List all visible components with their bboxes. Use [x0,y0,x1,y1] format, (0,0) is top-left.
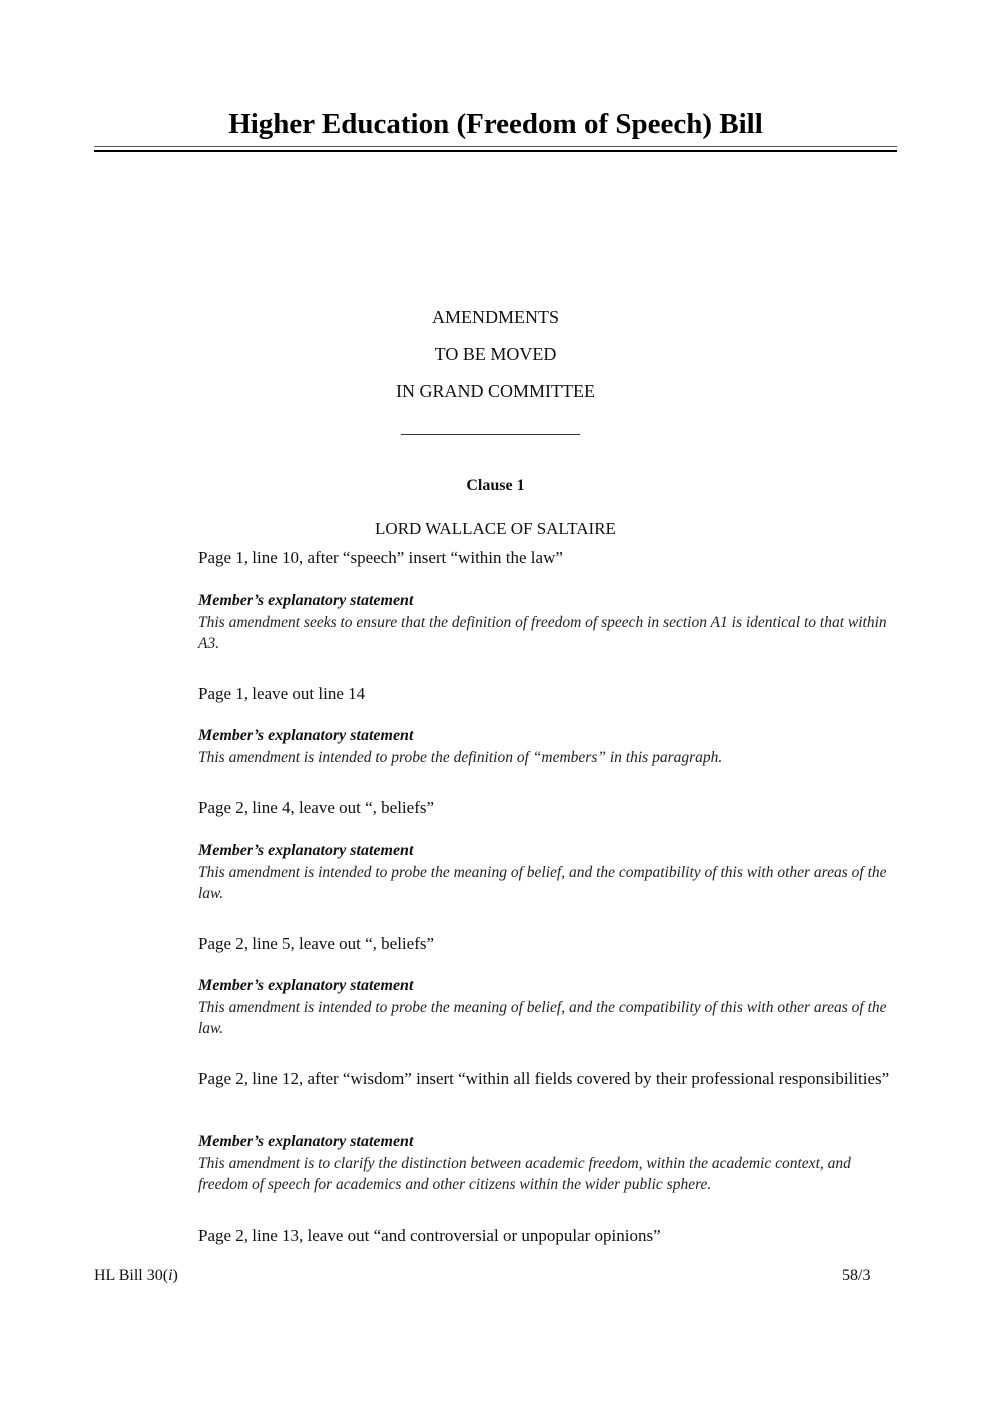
amendment-text: Page 1, line 10, after “speech” insert “within the law” [198,548,563,567]
bill-ref-suffix: ) [172,1267,178,1284]
section-divider [401,434,580,435]
amendment-text: Page 2, line 12, after “wisdom” insert “within all fields covered by their professional responsibilities” [198,1069,890,1088]
amendment-text: Page 2, line 13, leave out “and controversial or unpopular opinions” [198,1226,661,1245]
heading-grand-committee: IN GRAND COMMITTEE [396,381,595,401]
title-rule-thick [94,150,897,152]
amendment-text: Page 2, line 4, leave out “, beliefs” [198,798,435,817]
bill-ref-prefix: HL Bill 30( [94,1267,169,1284]
title-rule-thin [94,146,897,147]
heading-to-be-moved: TO BE MOVED [434,344,557,364]
statement-body: This amendment is intended to probe the definition of “members” in this paragraph. [198,749,723,766]
statement-heading: Member’s explanatory statement [198,842,414,859]
heading-amendments: AMENDMENTS [431,307,559,327]
statement-heading: Member’s explanatory statement [198,1133,414,1150]
statement-body: This amendment is intended to probe the meaning of belief, and the compatibility of this with other areas of the law. [198,864,887,902]
member-name: LORD WALLACE OF SALTAIRE [375,519,616,538]
bill-title: Higher Education (Freedom of Speech) Bill [228,108,763,140]
clause-heading: Clause 1 [466,477,525,494]
statement-body: This amendment is intended to probe the meaning of belief, and the compatibility of this with other areas of the law. [198,999,887,1037]
bill-ref-italic: i [168,1267,173,1284]
statement-heading: Member’s explanatory statement [198,977,414,994]
statement-body: This amendment seeks to ensure that the definition of freedom of speech in section A1 is identical to that within A3. [198,614,887,652]
statement-heading: Member’s explanatory statement [198,727,414,744]
bill-reference [94,1267,178,1285]
page-reference: 58/3 [842,1267,871,1284]
statement-body: This amendment is to clarify the distinction between academic freedom, within the academic context, and freedom of speech for academics and other citizens within the wider public sphere. [198,1155,851,1193]
amendment-text: Page 1, leave out line 14 [198,684,366,703]
statement-heading: Member’s explanatory statement [198,592,414,609]
amendment-text: Page 2, line 5, leave out “, beliefs” [198,934,435,953]
